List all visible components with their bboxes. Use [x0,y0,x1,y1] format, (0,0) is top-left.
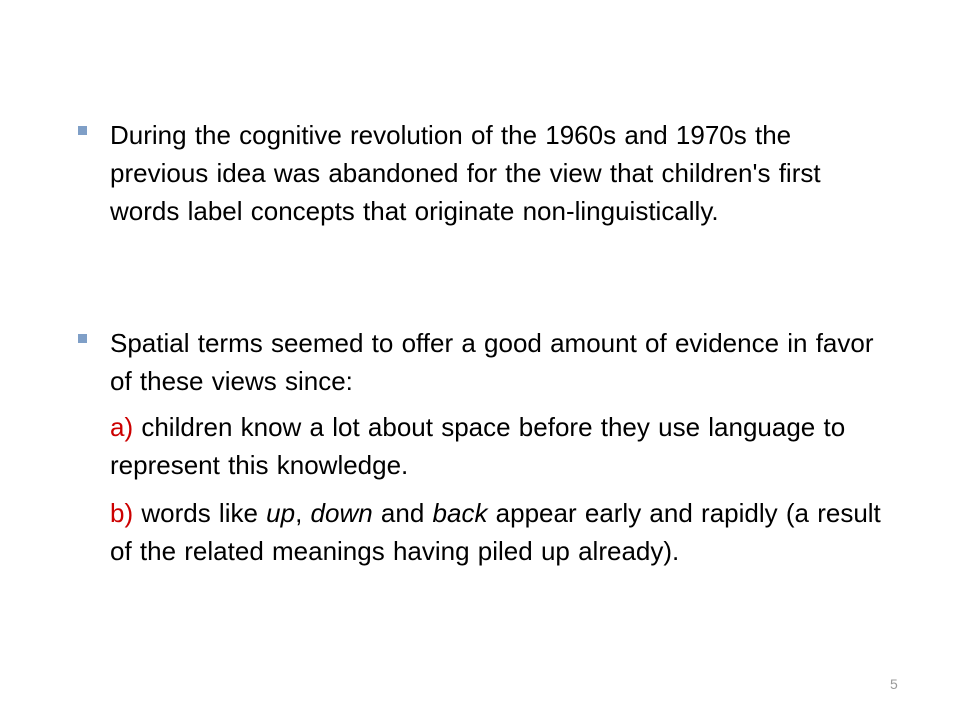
page-number: 5 [890,676,898,692]
square-bullet-icon [78,334,87,343]
emphasis-word: back [432,498,488,528]
bullet-item [78,116,888,230]
sub-item-letter: a) [110,412,134,442]
sub-item-text: children know a lot about space before they use language to represent this knowledge. [110,412,846,480]
sub-item-b [110,494,910,570]
sub-item-text: appear early and rapidly (a result of the related meanings having piled up already). [110,498,881,566]
emphasis-word: down [310,498,373,528]
sub-item-text: , [295,498,311,528]
sub-item-text: and [372,498,433,528]
bullet-item [78,324,888,400]
emphasis-word: up [266,498,296,528]
square-bullet-icon [78,126,87,135]
sub-item-text: words like [133,498,267,528]
sub-item-letter: b) [110,498,134,528]
sub-item-a [110,408,910,484]
bullet-text: Spatial terms seemed to offer a good amount of evidence in favor of these views since: [110,328,874,396]
bullet-text: During the cognitive revolution of the 1960s and 1970s the previous idea was abandoned for the view that children's first words label concepts that originate non-linguistically. [110,120,821,226]
